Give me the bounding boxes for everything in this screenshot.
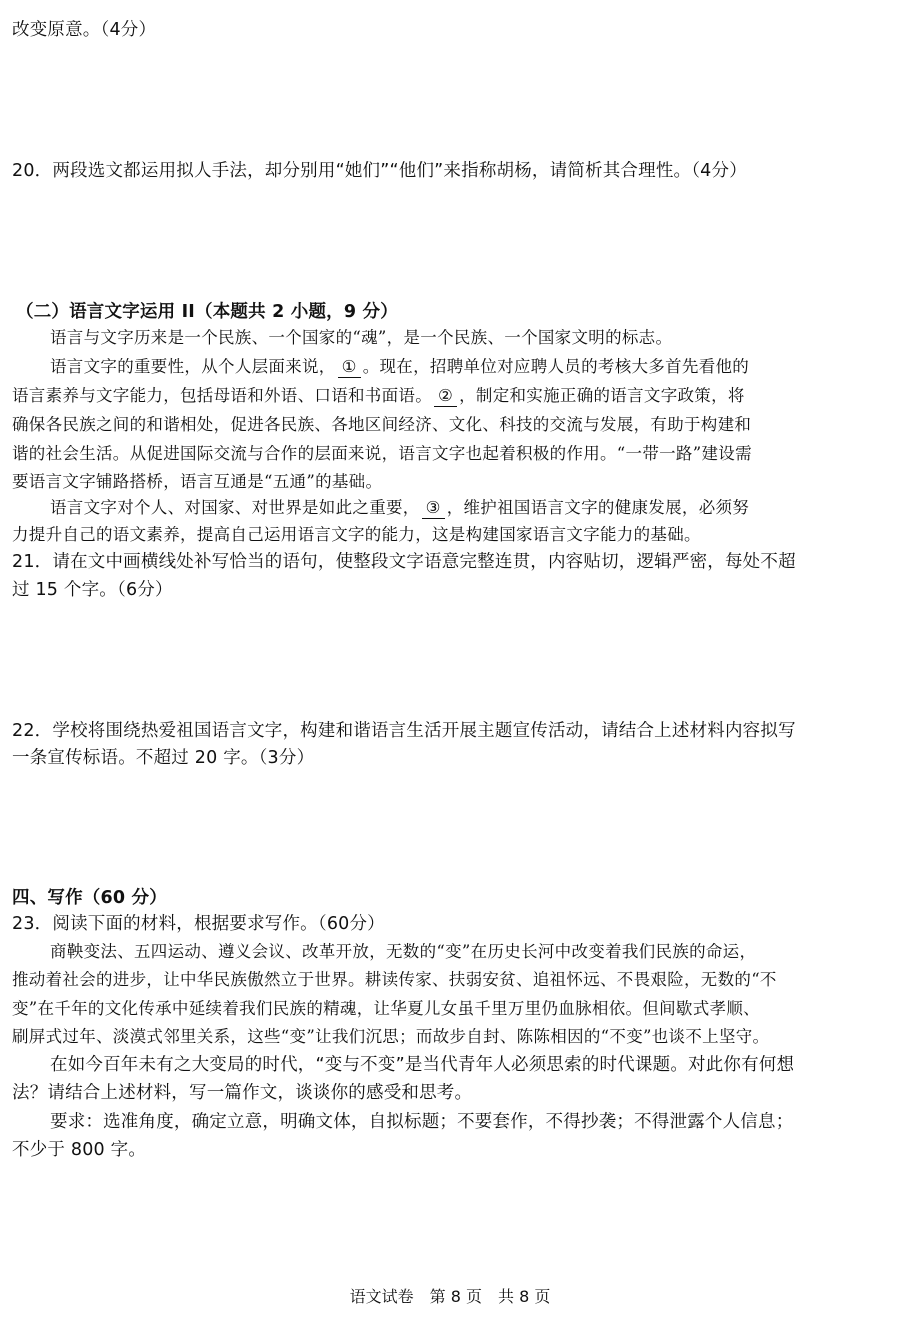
requirements-line-2: 不少于 800 字。 xyxy=(12,1140,147,1160)
fill-blank-2: ② xyxy=(434,386,457,407)
page-footer: 语文试卷 第 8 页 共 8 页 xyxy=(349,1287,551,1306)
question-21-line-2: 过 15 个字。（6分） xyxy=(12,580,173,600)
question-21-line-1: 21．请在文中画横线处补写恰当的语句，使整段文字语意完整连贯，内容贴切，逻辑严密，每处不超 xyxy=(12,552,796,572)
passage-text: 语言文字的重要性，从个人层面来说， xyxy=(50,357,336,376)
question-23: 23．阅读下面的材料，根据要求写作。（60分） xyxy=(12,914,385,934)
passage-paragraph-3-line-2: 力提升自己的语文素养，提高自己运用语言文字的能力，这是构建国家语言文字能力的基础。 xyxy=(12,525,701,544)
question-22-line-1: 22．学校将围绕热爱祖国语言文字，构建和谐语言生活开展主题宣传活动，请结合上述材料内容拟写 xyxy=(12,721,796,741)
requirements-line-1: 要求：选准角度，确定立意，明确文体，自拟标题；不要套作，不得抄袭；不得泄露个人信息； xyxy=(50,1112,794,1132)
material-line-4: 刷屏式过年、淡漠式邻里关系，这些“变”让我们沉思；而故步自封、陈陈相因的“不变”也谈不上坚守。 xyxy=(12,1027,770,1046)
material-line-1: 商鞅变法、五四运动、遵义会议、改革开放，无数的“变”在历史长河中改变着我们民族的命运， xyxy=(50,942,757,961)
passage-text: 。现在，招聘单位对应聘人员的考核大多首先看他的 xyxy=(362,357,750,376)
passage-paragraph-2-line-4: 谐的社会生活。从促进国际交流与合作的层面来说，语言文字也起着积极的作用。“一带一路”建设需 xyxy=(12,444,752,463)
question-20: 20．两段选文都运用拟人手法，却分别用“她们”“他们”来指称胡杨，请简析其合理性。（4分） xyxy=(12,161,747,181)
passage-paragraph-1: 语言与文字历来是一个民族、一个国家的“魂”，是一个民族、一个国家文明的标志。 xyxy=(50,328,673,347)
fill-blank-1: ① xyxy=(338,357,361,378)
passage-paragraph-2-line-5: 要语言文字铺路搭桥，语言互通是“五通”的基础。 xyxy=(12,472,383,491)
passage-text: ，制定和实施正确的语言文字政策，将 xyxy=(459,386,745,405)
prompt-line-1: 在如今百年未有之大变局的时代，“变与不变”是当代青年人必须思索的时代课题。对此你有何想 xyxy=(50,1055,795,1075)
section-heading-writing: 四、写作（60 分） xyxy=(12,888,167,908)
passage-paragraph-2-line-3: 确保各民族之间的和谐相处，促进各民族、各地区间经济、文化、科技的交流与发展，有助于构建和 xyxy=(12,415,752,434)
fill-blank-3: ③ xyxy=(422,498,445,519)
passage-paragraph-3-line-1 xyxy=(50,496,749,520)
passage-text: 语言素养与文字能力，包括母语和外语、口语和书面语。 xyxy=(12,386,432,405)
previous-question-tail: 改变原意。（4分） xyxy=(12,20,157,40)
passage-text: 语言文字对个人、对国家、对世界是如此之重要， xyxy=(50,498,420,517)
material-line-3: 变”在千年的文化传承中延续着我们民族的精魂，让华夏儿女虽千里万里仍血脉相依。但间歇式孝顺、 xyxy=(12,999,760,1018)
question-22-line-2: 一条宣传标语。不超过 20 字。（3分） xyxy=(12,748,315,768)
section-heading-language-use: （二）语言文字运用 II（本题共 2 小题，9 分） xyxy=(16,302,398,322)
passage-paragraph-2-line-1 xyxy=(50,355,749,379)
passage-text: ，维护祖国语言文字的健康发展，必须努 xyxy=(446,498,750,517)
passage-paragraph-2-line-2 xyxy=(12,384,745,408)
material-line-2: 推动着社会的进步，让中华民族傲然立于世界。耕读传家、扶弱安贫、追祖怀远、不畏艰险，无数的“不 xyxy=(12,970,777,989)
prompt-line-2: 法？请结合上述材料，写一篇作文，谈谈你的感受和思考。 xyxy=(12,1083,473,1103)
